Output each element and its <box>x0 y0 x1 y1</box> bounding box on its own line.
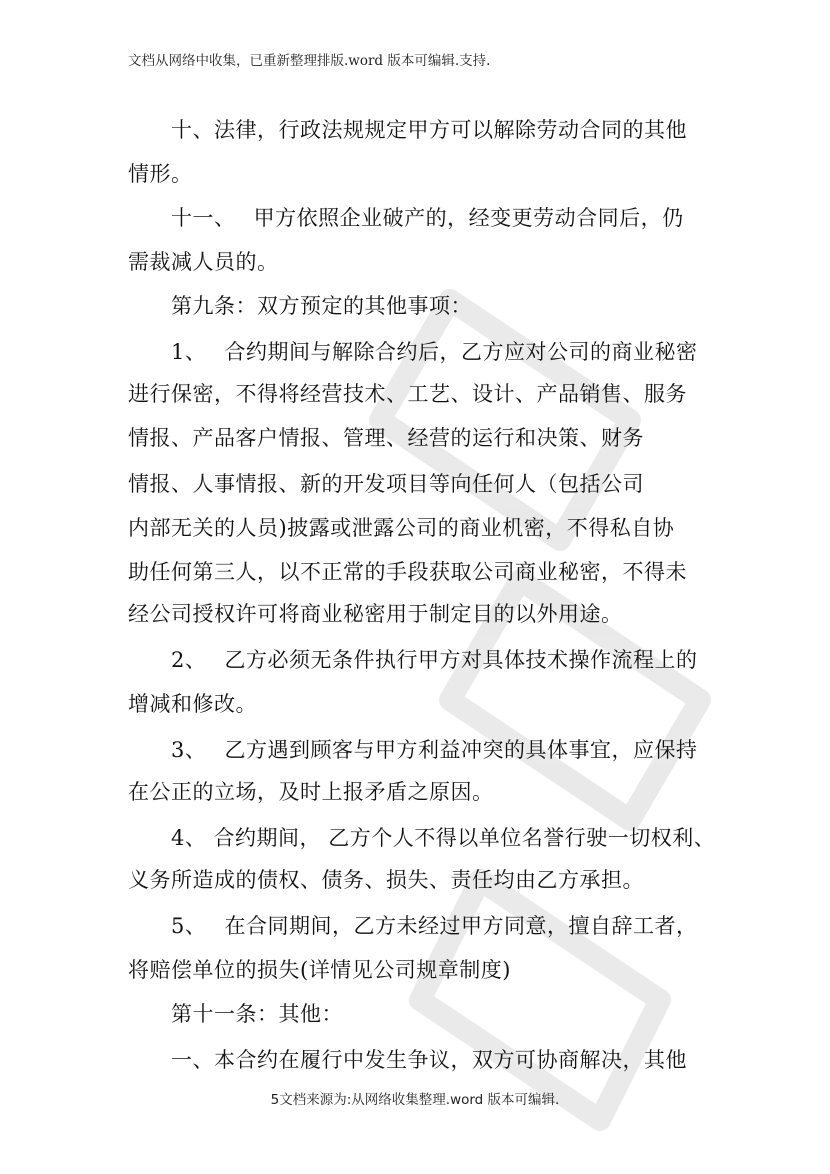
body-line: 1、 合约期间与解除合约后，乙方应对公司的商业秘密 <box>128 340 698 364</box>
body-line: 将赔偿单位的损失(详情见公司规章制度) <box>128 958 511 982</box>
page-header: 文档从网络中收集，已重新整理排版.word 版本可编辑.支持. <box>128 53 491 69</box>
body-line: 5、 在合同期间，乙方未经过甲方同意，擅自辞工者， <box>128 914 698 938</box>
body-line: 第十一条：其他： <box>128 1002 343 1026</box>
body-line: 3、 乙方遇到顾客与甲方利益冲突的具体事宜，应保持 <box>128 738 698 762</box>
body-line: 义务所造成的债权、债务、损失、责任均由乙方承担。 <box>128 868 644 892</box>
body-line: 在公正的立场，及时上报矛盾之原因。 <box>128 780 494 804</box>
page-footer: 5文档来源为:从网络收集整理.word 版本可编辑. <box>270 1092 560 1108</box>
body-line: 十、法律，行政法规规定甲方可以解除劳动合同的其他 <box>128 118 687 142</box>
body-line: 增减和修改。 <box>128 692 257 716</box>
body-line: 情形。 <box>128 162 193 186</box>
body-line: 第九条：双方预定的其他事项： <box>128 294 472 318</box>
body-line: 2、 乙方必须无条件执行甲方对具体技术操作流程上的 <box>128 648 698 672</box>
body-line: 需裁减人员的。 <box>128 250 279 274</box>
body-line: 进行保密，不得将经营技术、工艺、设计、产品销售、服务 <box>128 382 687 406</box>
body-line: 一、本合约在履行中发生争议，双方可协商解决，其他 <box>128 1048 687 1072</box>
body-line: 十一、 甲方依照企业破产的，经变更劳动合同后，仍 <box>128 206 684 230</box>
body-line: 经公司授权许可将商业秘密用于制定目的以外用途。 <box>128 602 623 626</box>
body-line: 情报、人事情报、新的开发项目等向任何人（包括公司 <box>128 472 644 496</box>
body-line: 助任何第三人，以不正常的手段获取公司商业秘密，不得未 <box>128 560 687 584</box>
body-line: 内部无关的人员)披露或泄露公司的商业机密，不得私自协 <box>128 516 675 540</box>
body-line: 情报、产品客户情报、管理、经营的运行和决策、财务 <box>128 426 644 450</box>
body-line: 4、 合约期间， 乙方个人不得以单位名誉行驶一切权利、 <box>128 826 716 850</box>
